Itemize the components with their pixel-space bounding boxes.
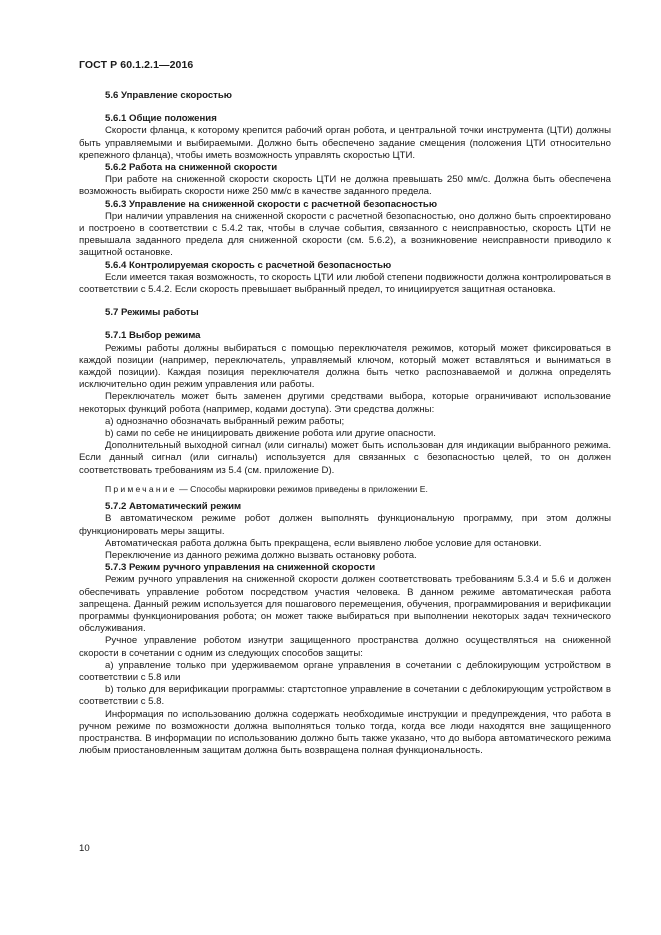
page-number: 10 <box>79 843 90 854</box>
paragraph: Переключение из данного режима должно вызвать остановку робота. <box>105 549 417 561</box>
paragraph: Информация по использованию должна содержать необходимые инструкции и предупреждения, что работа в ручном режиме по возможности должна выполняться только тогда, когда все люди находятся вне защищенного пространства. В информации по использованию должно быть также указано, что до выбора автоматического режима любым приостановленным защитам должна быть возвращена полная функциональность. <box>79 708 611 757</box>
paragraph: Автоматическая работа должна быть прекращена, если выявлено любое условие для остановки. <box>105 537 542 549</box>
paragraph: Переключатель может быть заменен другими средствами выбора, которые ограничивают использование некоторых функций робота (например, кодами доступа). Эти средства должны: <box>79 391 611 415</box>
paragraph: В автоматическом режиме робот должен выполнять функциональную программу, при этом должны функционировать меры защиты. <box>79 513 611 537</box>
paragraph: Если имеется такая возможность, то скорость ЦТИ или любой степени подвижности должна контролироваться в соответствии с 5.4.2. Если скорость превышает выбранный предел, то инициируется защитная остановка. <box>79 271 611 296</box>
note-label: Примечание <box>105 483 177 494</box>
section-5-7-heading: 5.7 Режимы работы <box>105 307 199 319</box>
section-5-6-2-heading: 5.6.2 Работа на сниженной скорости <box>105 162 278 174</box>
paragraph: Дополнительный выходной сигнал (или сигналы) может быть использован для индикации выбранного режима. Если данный сигнал (или сигналы) используется для связанных с безопасностью целей, то он должен соответствовать требованиям из 5.4 (см. приложение D). <box>79 440 611 476</box>
list-item: a) однозначно обозначать выбранный режим работы; <box>105 415 345 427</box>
document-body <box>79 90 611 757</box>
section-5-6-heading: 5.6 Управление скоростью <box>105 90 232 101</box>
paragraph: Ручное управление роботом изнутри защищенного пространства должно осуществляться на сниженной скорости в сочетании с одним из следующих способов защиты: <box>79 635 611 659</box>
section-5-6-4-heading: 5.6.4 Контролируемая скорость с расчетной безопасностью <box>105 259 392 271</box>
paragraph: Скорости фланца, к которому крепится рабочий орган робота, и центральной точки инструмента (ЦТИ) должны быть управляемыми и выбираемыми. Должно быть обеспечено задание смещения (положения ЦТИ относительно крепежного фланца), чтобы иметь возможность управлять скоростью ЦТИ. <box>79 125 611 161</box>
section-5-6-3-heading: 5.6.3 Управление на сниженной скорости с расчетной безопасностью <box>105 198 438 210</box>
section-5-7-3-heading: 5.7.3 Режим ручного управления на сниженной скорости <box>105 562 376 574</box>
document-header: ГОСТ Р 60.1.2.1—2016 <box>79 59 194 71</box>
section-5-6-1-heading: 5.6.1 Общие положения <box>105 113 217 125</box>
paragraph: При наличии управления на сниженной скорости с расчетной безопасностью, оно должно быть спроектировано и построено в соответствии с 5.4.2 так, чтобы в случае события, связанного с неисправностью, скорость ЦТИ не превышала заданного предела для сниженной скорости (см. 5.6.2), а возникновение неисправности приводило к защитной остановке. <box>79 210 611 259</box>
paragraph: Режим ручного управления на сниженной скорости должен соответствовать требованиям 5.3.4 и 5.6 и должен обеспечивать управление роботом посредством участия человека. В данном режиме автоматическая работа запрещена. Данный режим используется для пошагового перемещения, обучения, программирования и верификации программы функционирования робота; он может также выбираться при выполнении некоторых задач технического обслуживания. <box>79 574 611 635</box>
note-text: — Способы маркировки режимов приведены в приложении Е. <box>176 483 428 494</box>
section-5-7-2-heading: 5.7.2 Автоматический режим <box>105 501 242 513</box>
list-item: a) управление только при удерживаемом органе управления в сочетании с деблокирующим устройством в соответствии с 5.8 или <box>79 659 611 683</box>
paragraph: При работе на сниженной скорости скорость ЦТИ не должна превышать 250 мм/с. Должна быть обеспечена возможность выбирать скорости ниже 250 мм/с в качестве заданного предела. <box>79 174 611 198</box>
list-item: b) только для верификации программы: стартстопное управление в сочетании с деблокирующим устройством в соответствии с 5.8. <box>79 684 611 708</box>
paragraph: Режимы работы должны выбираться с помощью переключателя режимов, который может фиксироваться в каждой позиции (например, переключатель, управляемый ключом, который может вставляться и выниматься в каждой позиции). Каждая позиция переключателя должна быть четко распознаваемой и должна определять исключительно один режим управления или работы. <box>79 342 611 391</box>
note <box>79 483 611 495</box>
section-5-7-1-heading: 5.7.1 Выбор режима <box>105 330 201 342</box>
list-item: b) сами по себе не инициировать движение робота или другие опасности. <box>105 428 436 440</box>
